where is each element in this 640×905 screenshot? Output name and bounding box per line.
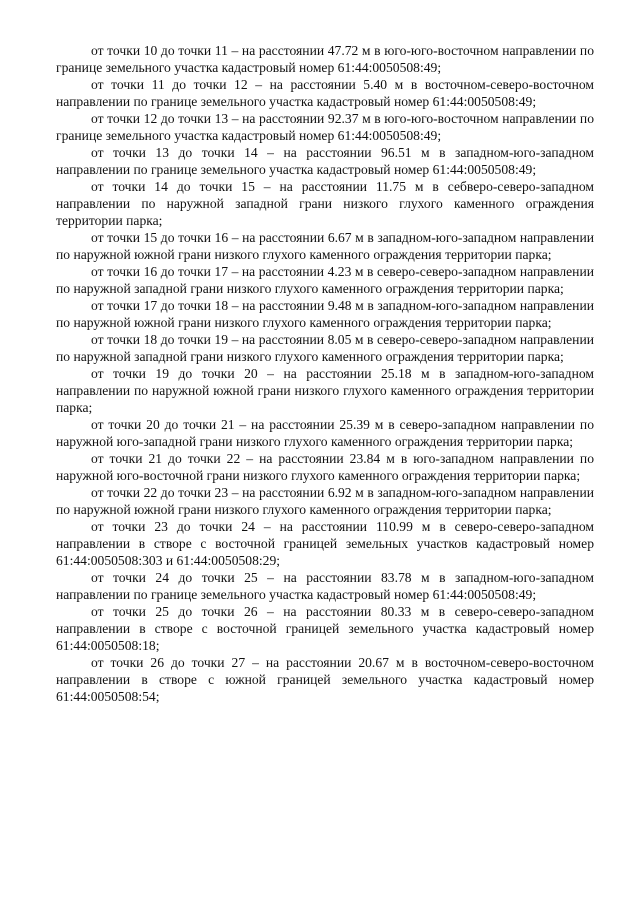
boundary-segment-18-19: от точки 18 до точки 19 – на расстоянии 8.05 м в северо-северо-западном направлении по наружной западной грани низкого глухого каменного ограждения территории парка; [56, 332, 594, 364]
boundary-segment-22-23: от точки 22 до точки 23 – на расстоянии 6.92 м в западном-юго-западном направлении по наружной южной грани низкого глухого каменного ограждения территории парка; [56, 485, 594, 517]
boundary-segment-17-18: от точки 17 до точки 18 – на расстоянии 9.48 м в западном-юго-западном направлении по наружной южной грани низкого глухого каменного ограждения территории парка; [56, 298, 594, 330]
boundary-segment-16-17: от точки 16 до точки 17 – на расстоянии 4.23 м в северо-северо-западном направлении по наружной западной грани низкого глухого каменного ограждения территории парка; [56, 264, 594, 296]
boundary-segment-15-16: от точки 15 до точки 16 – на расстоянии 6.67 м в западном-юго-западном направлении по наружной южной грани низкого глухого каменного ограждения территории парка; [56, 230, 594, 262]
boundary-segment-10-11: от точки 10 до точки 11 – на расстоянии 47.72 м в юго-юго-восточном направлении по границе земельного участка кадастровый номер 61:44:0050508:49; [56, 43, 594, 75]
boundary-segment-24-25: от точки 24 до точки 25 – на расстоянии 83.78 м в западном-юго-западном направлении по границе земельного участка кадастровый номер 61:44:0050508:49; [56, 570, 594, 602]
boundary-segment-11-12: от точки 11 до точки 12 – на расстоянии 5.40 м в восточном-северо-восточном направлении по границе земельного участка кадастровый номер 61:44:0050508:49; [56, 77, 594, 109]
document-body [56, 42, 594, 705]
boundary-segment-26-27: от точки 26 до точки 27 – на расстоянии 20.67 м в восточном-северо-восточном направлении в створе с южной границей земельного участка кадастровый номер 61:44:0050508:54; [56, 655, 594, 704]
boundary-segment-19-20: от точки 19 до точки 20 – на расстоянии 25.18 м в западном-юго-западном направлении по наружной южной грани низкого глухого каменного ограждения территории парка; [56, 366, 594, 415]
boundary-segment-13-14: от точки 13 до точки 14 – на расстоянии 96.51 м в западном-юго-западном направлении по границе земельного участка кадастровый номер 61:44:0050508:49; [56, 145, 594, 177]
boundary-segment-12-13: от точки 12 до точки 13 – на расстоянии 92.37 м в юго-юго-восточном направлении по границе земельного участка кадастровый номер 61:44:0050508:49; [56, 111, 594, 143]
boundary-segment-14-15: от точки 14 до точки 15 – на расстоянии 11.75 м в себверо-северо-западном направлении по наружной западной грани низкого глухого каменного ограждения территории парка; [56, 179, 594, 228]
boundary-segment-25-26: от точки 25 до точки 26 – на расстоянии 80.33 м в северо-северо-западном направлении в створе с восточной границей земельного участка кадастровый номер 61:44:0050508:18; [56, 604, 594, 653]
boundary-segment-23-24: от точки 23 до точки 24 – на расстоянии 110.99 м в северо-северо-западном направлении в створе с восточной границей земельных участков кадастровый номер 61:44:0050508:303 и 61:44:0050508:29; [56, 519, 594, 568]
boundary-segment-21-22: от точки 21 до точки 22 – на расстоянии 23.84 м в юго-западном направлении по наружной юго-восточной грани низкого глухого каменного ограждения территории парка; [56, 451, 594, 483]
boundary-segment-20-21: от точки 20 до точки 21 – на расстоянии 25.39 м в северо-западном направлении по наружной юго-западной грани низкого глухого каменного ограждения территории парка; [56, 417, 594, 449]
